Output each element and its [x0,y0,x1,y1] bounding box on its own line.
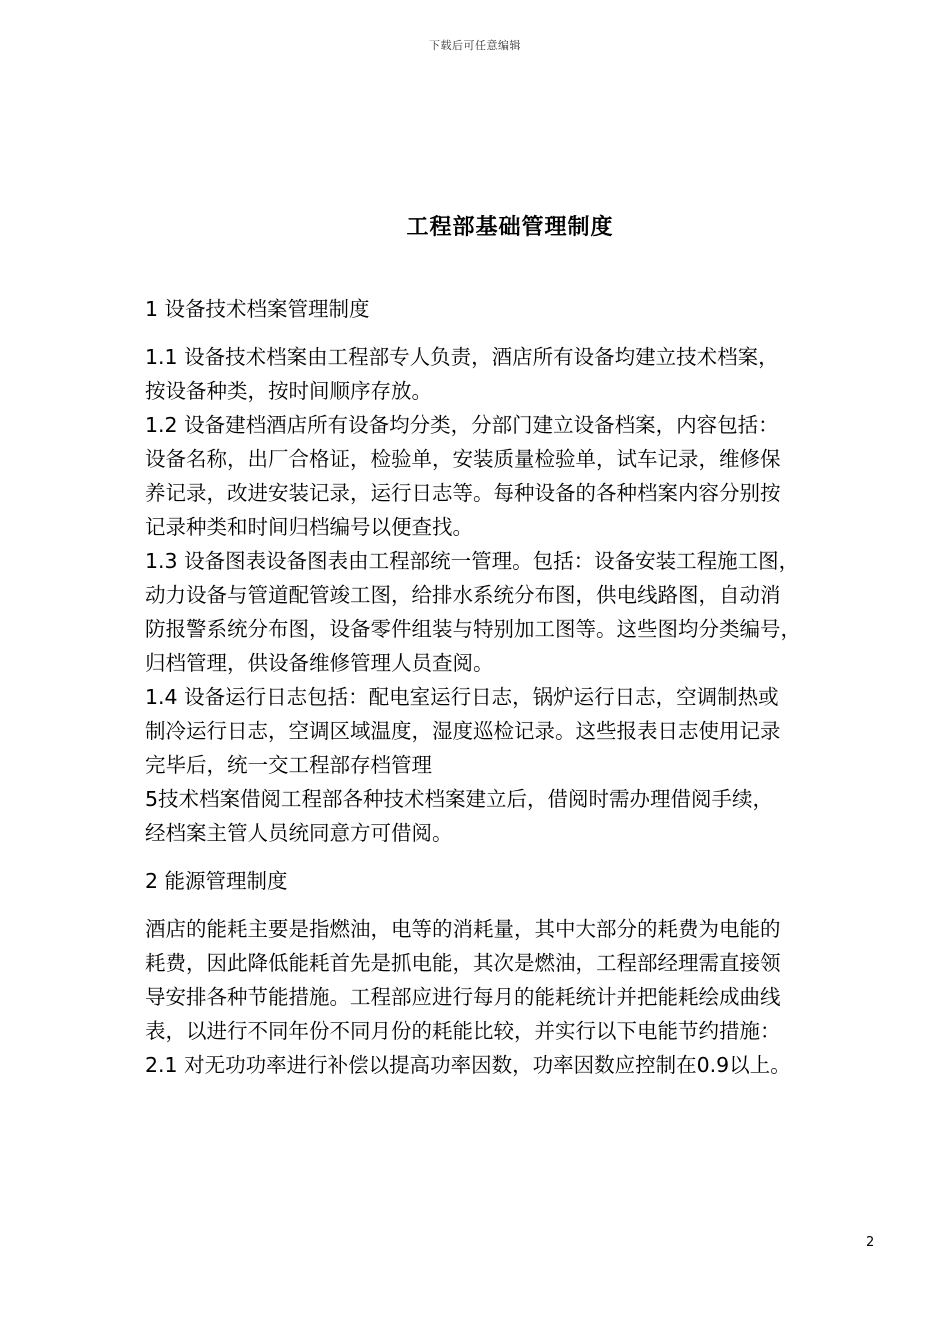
paragraph-line: 完毕后，统一交工程部存档管理 [145,753,432,777]
section-1-body [145,340,885,850]
paragraph-line: 养记录，改进安装记录，运行日志等。每种设备的各种档案内容分别按 [145,481,781,505]
paragraph-line: 2.1 对无功功率进行补偿以提高功率因数，功率因数应控制在0.9以上。 [145,1053,791,1077]
page-number: 2 [866,1235,875,1250]
paragraph-line: 经档案主管人员统同意方可借阅。 [145,821,453,845]
paragraph-line: 防报警系统分布图，设备零件组装与特别加工图等。这些图均分类编号， [145,617,801,641]
paragraph-line: 动力设备与管道配管竣工图，给排水系统分布图，供电线路图，自动消 [145,583,781,607]
paragraph-line: 耗费，因此降低能耗首先是抓电能，其次是燃油，工程部经理需直接领 [145,951,781,975]
page-header: 下载后可任意编辑 [429,39,521,52]
section-1-heading: 1 设备技术档案管理制度 [145,297,370,321]
paragraph-line: 设备名称，出厂合格证，检验单，安装质量检验单，试车记录，维修保 [145,447,781,471]
document-body [145,292,885,1082]
paragraph-line: 酒店的能耗主要是指燃油，电等的消耗量，其中大部分的耗费为电能的 [145,917,781,941]
paragraph-line: 归档管理，供设备维修管理人员查阅。 [145,651,494,675]
paragraph-line: 1.4 设备运行日志包括：配电室运行日志，锅炉运行日志，空调制热或 [145,685,779,709]
paragraph-line: 1.3 设备图表设备图表由工程部统一管理。包括：设备安装工程施工图， [145,549,800,573]
section-2-body [145,912,885,1082]
paragraph-line: 表，以进行不同年份不同月份的耗能比较，并实行以下电能节约措施： [145,1019,781,1043]
document-title: 工程部基础管理制度 [406,215,614,240]
section-2-heading: 2 能源管理制度 [145,869,288,893]
paragraph-line: 记录种类和时间归档编号以便查找。 [145,515,473,539]
paragraph-line: 制冷运行日志，空调区域温度，湿度巡检记录。这些报表日志使用记录 [145,719,781,743]
paragraph-line: 1.2 设备建档酒店所有设备均分类，分部门建立设备档案，内容包括： [145,413,779,437]
paragraph-line: 1.1 设备技术档案由工程部专人负责，酒店所有设备均建立技术档案， [145,345,779,369]
paragraph-line: 5技术档案借阅工程部各种技术档案建立后，借阅时需办理借阅手续， [145,787,774,811]
paragraph-line: 按设备种类，按时间顺序存放。 [145,379,432,403]
paragraph-line: 导安排各种节能措施。工程部应进行每月的能耗统计并把能耗绘成曲线 [145,985,781,1009]
